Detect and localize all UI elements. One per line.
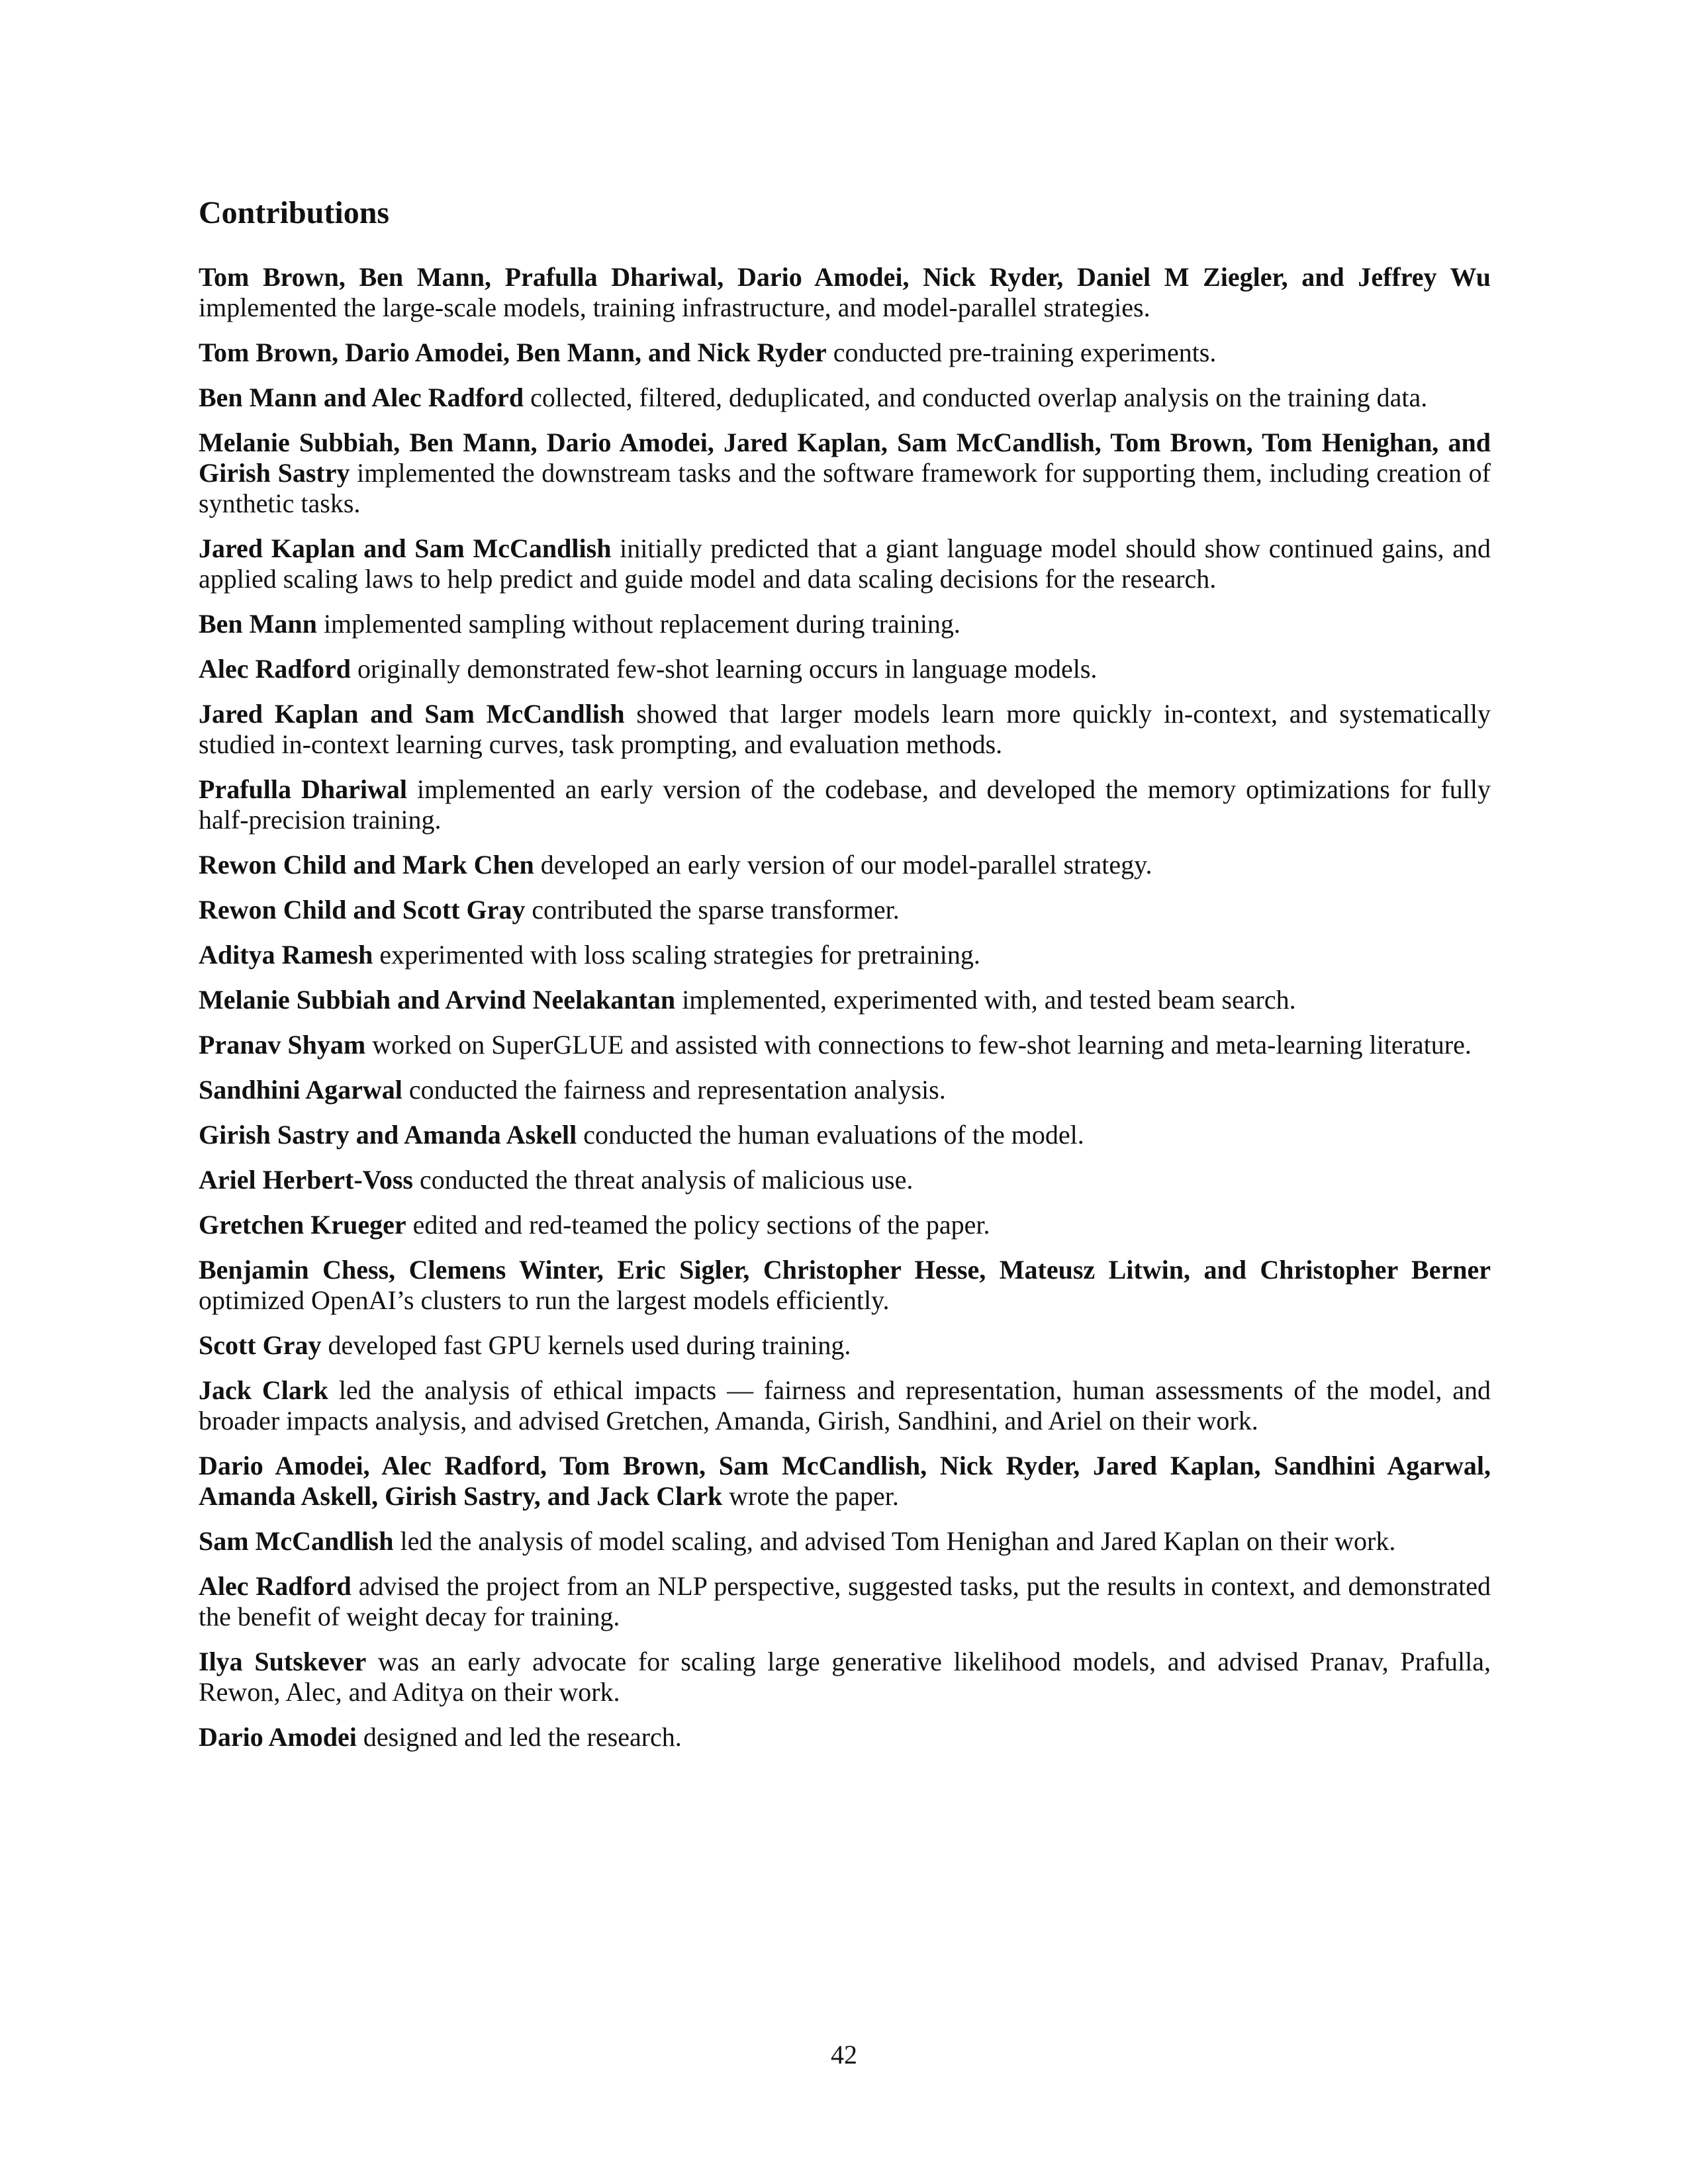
contributor-names: Gretchen Krueger <box>199 1210 406 1240</box>
contribution-text: collected, filtered, deduplicated, and conducted overlap analysis on the training data. <box>530 383 1428 412</box>
contribution-text: implemented the downstream tasks and the software framework for supporting them, including creation of synthetic tasks. <box>199 458 1491 518</box>
contributor-names: Rewon Child and Scott Gray <box>199 895 526 925</box>
contribution-paragraph <box>199 338 1491 368</box>
contribution-text: was an early advocate for scaling large generative likelihood models, and advised Pranav, Prafulla, Rewon, Alec, and Aditya on their work. <box>199 1647 1491 1707</box>
contribution-text: designed and led the research. <box>363 1722 682 1752</box>
contribution-text: originally demonstrated few-shot learning occurs in language models. <box>357 654 1098 684</box>
contribution-paragraph <box>199 1075 1491 1105</box>
contribution-text: contributed the sparse transformer. <box>532 895 900 925</box>
contribution-text: implemented an early version of the codebase, and developed the memory optimizations for fully half-precision training. <box>199 774 1491 835</box>
contributor-names: Benjamin Chess, Clemens Winter, Eric Sigler, Christopher Hesse, Mateusz Litwin, and Christopher Berner <box>199 1255 1491 1285</box>
contributor-names: Jared Kaplan and Sam McCandlish <box>199 533 612 563</box>
contribution-text: showed that larger models learn more quickly in-context, and systematically studied in-context learning curves, task prompting, and evaluation methods. <box>199 699 1491 759</box>
section-title: Contributions <box>199 195 390 230</box>
contribution-paragraph <box>199 1571 1491 1632</box>
contribution-text: developed fast GPU kernels used during training. <box>328 1330 851 1360</box>
contribution-paragraph <box>199 1120 1491 1150</box>
contribution-paragraph <box>199 699 1491 760</box>
contributor-names: Dario Amodei <box>199 1722 357 1752</box>
page-number: 42 <box>831 2040 857 2070</box>
contribution-paragraph <box>199 609 1491 639</box>
contribution-text: conducted the threat analysis of malicious use. <box>419 1165 914 1195</box>
contribution-paragraph <box>199 1210 1491 1240</box>
contributor-names: Ariel Herbert-Voss <box>199 1165 413 1195</box>
contributor-names: Ben Mann <box>199 609 317 639</box>
contribution-text: conducted pre-training experiments. <box>833 338 1217 367</box>
contribution-paragraph <box>199 1722 1491 1752</box>
contribution-text: conducted the human evaluations of the model. <box>583 1120 1084 1150</box>
contribution-paragraph <box>199 1526 1491 1557</box>
contribution-text: implemented the large-scale models, training infrastructure, and model-parallel strategies. <box>199 293 1150 322</box>
contribution-paragraph <box>199 1330 1491 1361</box>
contribution-text: edited and red-teamed the policy sections of the paper. <box>412 1210 990 1240</box>
contribution-paragraph <box>199 533 1491 594</box>
contribution-paragraph <box>199 1030 1491 1060</box>
contribution-paragraph <box>199 428 1491 519</box>
contribution-paragraph <box>199 985 1491 1015</box>
contributor-names: Pranav Shyam <box>199 1030 366 1060</box>
contributor-names: Dario Amodei, Alec Radford, Tom Brown, Sam McCandlish, Nick Ryder, Jared Kaplan, Sandhini Agarwal, Amanda Askell, Girish Sastry, and Jack Clark <box>199 1451 1491 1511</box>
contribution-text: developed an early version of our model-parallel strategy. <box>540 850 1152 880</box>
contributor-names: Sam McCandlish <box>199 1526 394 1556</box>
contribution-text: advised the project from an NLP perspective, suggested tasks, put the results in context, and demonstrated the benefit of weight decay for training. <box>199 1571 1491 1631</box>
contributions-list <box>199 262 1491 1767</box>
contribution-paragraph <box>199 1165 1491 1195</box>
contribution-text: led the analysis of ethical impacts — fairness and representation, human assessments of the model, and broader impacts analysis, and advised Gretchen, Amanda, Girish, Sandhini, and Ariel on their work. <box>199 1375 1491 1435</box>
contribution-paragraph <box>199 1451 1491 1512</box>
contribution-text: initially predicted that a giant language model should show continued gains, and applied scaling laws to help predict and guide model and data scaling decisions for the research. <box>199 533 1491 594</box>
contributor-names: Prafulla Dhariwal <box>199 774 407 804</box>
contributor-names: Scott Gray <box>199 1330 322 1360</box>
contributor-names: Alec Radford <box>199 654 351 684</box>
contributor-names: Aditya Ramesh <box>199 940 373 970</box>
contribution-text: wrote the paper. <box>729 1481 899 1511</box>
contribution-paragraph <box>199 895 1491 925</box>
contributor-names: Alec Radford <box>199 1571 352 1601</box>
contributor-names: Ben Mann and Alec Radford <box>199 383 524 412</box>
contribution-paragraph <box>199 1647 1491 1707</box>
contribution-text: implemented sampling without replacement during training. <box>323 609 961 639</box>
contributor-names: Tom Brown, Ben Mann, Prafulla Dhariwal, Dario Amodei, Nick Ryder, Daniel M Ziegler, and Jeffrey Wu <box>199 262 1491 292</box>
contributor-names: Ilya Sutskever <box>199 1647 367 1676</box>
contribution-paragraph <box>199 940 1491 970</box>
contribution-paragraph <box>199 1375 1491 1436</box>
contribution-text: led the analysis of model scaling, and advised Tom Henighan and Jared Kaplan on their work. <box>400 1526 1396 1556</box>
contribution-text: worked on SuperGLUE and assisted with connections to few-shot learning and meta-learning literature. <box>372 1030 1472 1060</box>
contribution-text: optimized OpenAI’s clusters to run the largest models efficiently. <box>199 1285 890 1315</box>
contributor-names: Sandhini Agarwal <box>199 1075 402 1105</box>
contributor-names: Tom Brown, Dario Amodei, Ben Mann, and Nick Ryder <box>199 338 827 367</box>
contribution-paragraph <box>199 654 1491 684</box>
contributor-names: Jared Kaplan and Sam McCandlish <box>199 699 625 729</box>
contributor-names: Melanie Subbiah, Ben Mann, Dario Amodei, Jared Kaplan, Sam McCandlish, Tom Brown, Tom Henighan, and Girish Sastry <box>199 428 1491 488</box>
contributor-names: Rewon Child and Mark Chen <box>199 850 534 880</box>
contribution-text: conducted the fairness and representation analysis. <box>408 1075 946 1105</box>
contribution-paragraph <box>199 383 1491 413</box>
contributor-names: Jack Clark <box>199 1375 328 1405</box>
contribution-paragraph <box>199 262 1491 323</box>
contributor-names: Girish Sastry and Amanda Askell <box>199 1120 577 1150</box>
contribution-text: experimented with loss scaling strategies for pretraining. <box>379 940 980 970</box>
contribution-paragraph <box>199 850 1491 880</box>
contribution-paragraph <box>199 1255 1491 1316</box>
contribution-text: implemented, experimented with, and tested beam search. <box>682 985 1296 1015</box>
contribution-paragraph <box>199 774 1491 835</box>
contributor-names: Melanie Subbiah and Arvind Neelakantan <box>199 985 676 1015</box>
